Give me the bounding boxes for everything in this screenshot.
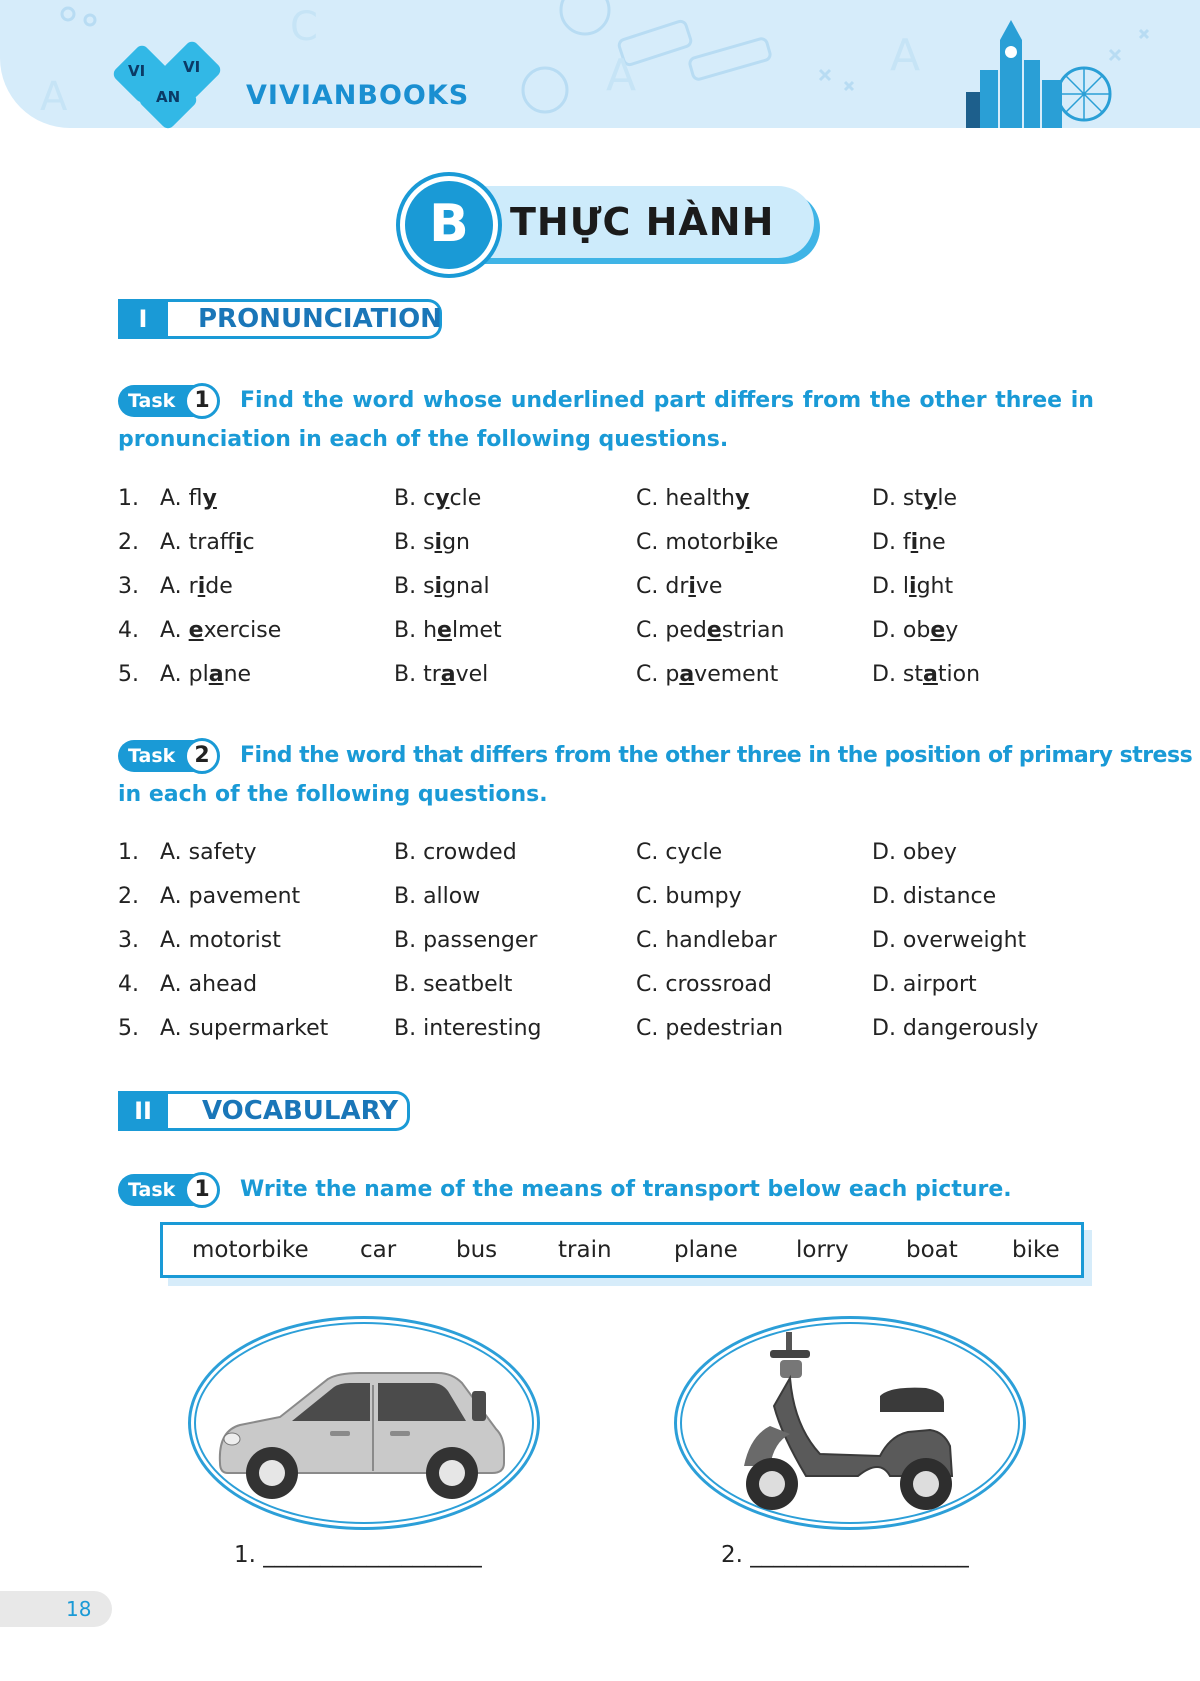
option-text: B. h (394, 618, 438, 643)
answer-option: D. overweight (872, 928, 1027, 953)
option-text: le (937, 486, 958, 511)
option-text: ve (695, 574, 723, 599)
underlined-part: i (434, 530, 443, 555)
underlined-part: i (688, 574, 696, 599)
answer-option (394, 530, 470, 555)
option-text: C. p (636, 662, 680, 687)
answer-option: C. crossroad (636, 972, 772, 997)
option-text: A. (160, 618, 189, 643)
answer-option (636, 618, 784, 643)
task-tag: Task (118, 740, 198, 772)
option-text: D. f (872, 530, 911, 555)
word-bank-item: bike (1012, 1237, 1060, 1263)
underlined-part: e (706, 618, 722, 643)
word-bank-item: train (558, 1237, 612, 1263)
question-number: 3. (118, 928, 139, 953)
option-text: y (945, 618, 959, 643)
option-text: D. st (872, 662, 924, 687)
task-instruction: Write the name of the means of transport below each picture. (240, 1177, 1012, 1202)
task-number: 1 (184, 1172, 220, 1208)
underlined-part: y (923, 486, 938, 511)
answer-option (636, 486, 749, 511)
answer-option (394, 486, 481, 511)
option-text: D. st (872, 486, 924, 511)
instruction-word: the (302, 388, 344, 413)
task-instruction-line1 (240, 381, 1094, 421)
underlined-part: i (910, 530, 919, 555)
option-text: ght (916, 574, 954, 599)
option-text: gn (442, 530, 471, 555)
option-text: A. r (160, 574, 198, 599)
option-text: c (242, 530, 255, 555)
answer-option: A. pavement (160, 884, 301, 909)
brand-name: VIVIANBOOKS (246, 80, 470, 111)
skyline-icon (960, 20, 1120, 128)
option-text: C. motorb (636, 530, 746, 555)
answer-option (160, 530, 255, 555)
vocabulary-number: II (118, 1091, 168, 1131)
answer-option: B. crowded (394, 840, 517, 865)
logo-text-1: VI (128, 62, 146, 80)
svg-text:C: C (290, 4, 318, 50)
question-number: 3. (118, 574, 139, 599)
task-instruction-line2: in each of the following questions. (118, 782, 548, 807)
instruction-word: three (995, 388, 1063, 413)
page-number: 18 (66, 1597, 92, 1621)
task-number: 1 (184, 383, 220, 419)
svg-text:A: A (890, 30, 921, 81)
answer-option: C. pedestrian (636, 1016, 784, 1041)
answer-option: B. passenger (394, 928, 538, 953)
answer-option: A. safety (160, 840, 257, 865)
answer-option: D. dangerously (872, 1016, 1039, 1041)
question-number: 1. (118, 486, 139, 511)
underlined-part: e (437, 618, 452, 643)
underlined-part: i (745, 530, 753, 555)
task-number: 2 (184, 738, 220, 774)
answer-option (872, 662, 980, 687)
question-number: 1. (118, 840, 139, 865)
section-title: THỰC HÀNH (510, 200, 775, 244)
option-text: tion (937, 662, 981, 687)
pronunciation-label: PRONUNCIATION (198, 304, 442, 334)
question-number: 2. (118, 530, 139, 555)
word-bank-item: car (360, 1237, 397, 1263)
instruction-word: word (352, 388, 415, 413)
instruction-word: part (653, 388, 706, 413)
word-bank-item: boat (906, 1237, 958, 1263)
option-text: vement (694, 662, 779, 687)
svg-text:A: A (606, 50, 637, 101)
task-instruction-line1: Find the word that differs from the other three in the position of primary stress (240, 743, 1193, 768)
answer-option (394, 574, 490, 599)
answer-option (160, 574, 233, 599)
task-instruction-line2: pronunciation in each of the following questions. (118, 427, 729, 452)
answer-option: C. handlebar (636, 928, 777, 953)
answer-option: A. supermarket (160, 1016, 329, 1041)
option-text: ke (752, 530, 779, 555)
answer-option (872, 486, 957, 511)
option-text: C. ped (636, 618, 707, 643)
word-bank-item: bus (456, 1237, 498, 1263)
underlined-part: e (188, 618, 204, 643)
answer-option (160, 618, 281, 643)
underlined-part: i (197, 574, 206, 599)
option-text: vel (455, 662, 489, 687)
section-letter: B (429, 194, 469, 254)
logo-text-2: VI (183, 58, 201, 76)
pronunciation-number: I (118, 299, 168, 339)
answer-option (872, 530, 946, 555)
instruction-word: Find (240, 388, 294, 413)
underlined-part: a (923, 662, 938, 687)
instruction-word: other (919, 388, 987, 413)
vocabulary-label: VOCABULARY (202, 1096, 399, 1126)
answer-option: B. seatbelt (394, 972, 513, 997)
underlined-part: a (679, 662, 695, 687)
instruction-word: whose (422, 388, 503, 413)
answer-option: C. cycle (636, 840, 723, 865)
underlined-part: e (930, 618, 946, 643)
instruction-word: underlined (510, 388, 645, 413)
svg-text:A: A (40, 74, 68, 120)
answer-option: C. bumpy (636, 884, 742, 909)
option-text: cle (449, 486, 482, 511)
underlined-part: y (735, 486, 750, 511)
option-text: B. s (394, 530, 435, 555)
logo-text-3: AN (156, 88, 181, 106)
car-picture-icon (210, 1345, 510, 1505)
underlined-part: a (208, 662, 224, 687)
answer-option: A. motorist (160, 928, 281, 953)
answer-option: B. allow (394, 884, 481, 909)
underlined-part: a (440, 662, 456, 687)
underlined-part: i (909, 574, 917, 599)
underlined-part: y (435, 486, 450, 511)
word-bank-item: motorbike (192, 1237, 309, 1263)
question-number: 5. (118, 662, 139, 687)
option-text: ne (223, 662, 252, 687)
task-tag: Task (118, 1174, 198, 1206)
instruction-word: in (1070, 388, 1094, 413)
answer-option (160, 486, 217, 511)
option-text: D. ob (872, 618, 931, 643)
option-text: strian (721, 618, 785, 643)
option-text: de (205, 574, 233, 599)
option-text: B. s (394, 574, 435, 599)
option-text: C. health (636, 486, 735, 511)
instruction-word: the (869, 388, 911, 413)
task-tag: Task (118, 385, 198, 417)
answer-option (636, 662, 778, 687)
question-number: 4. (118, 972, 139, 997)
question-number: 2. (118, 884, 139, 909)
option-text: A. traff (160, 530, 235, 555)
option-text: A. fl (160, 486, 203, 511)
answer-option (394, 662, 488, 687)
answer-option: A. ahead (160, 972, 258, 997)
page-number-tab (0, 1591, 112, 1627)
option-text: xercise (203, 618, 282, 643)
answer-option (636, 530, 778, 555)
answer-option (872, 574, 953, 599)
answer-option: D. obey (872, 840, 957, 865)
answer-option: D. distance (872, 884, 997, 909)
answer-option: B. interesting (394, 1016, 542, 1041)
word-bank-item: plane (674, 1237, 738, 1263)
underlined-part: i (234, 530, 243, 555)
word-bank-item: lorry (796, 1237, 849, 1263)
answer-option (636, 574, 722, 599)
option-text: gnal (442, 574, 490, 599)
option-text: D. l (872, 574, 910, 599)
option-text: B. c (394, 486, 436, 511)
answer-option (872, 618, 958, 643)
answer-option: D. airport (872, 972, 977, 997)
question-number: 5. (118, 1016, 139, 1041)
answer-line-1: 1. ___________________ (234, 1542, 482, 1568)
question-number: 4. (118, 618, 139, 643)
option-text: C. dr (636, 574, 689, 599)
instruction-word: differs (714, 388, 795, 413)
logo (112, 44, 222, 124)
answer-option (160, 662, 251, 687)
option-text: A. pl (160, 662, 209, 687)
option-text: B. tr (394, 662, 441, 687)
underlined-part: i (434, 574, 443, 599)
instruction-word: from (802, 388, 862, 413)
option-text: lmet (451, 618, 502, 643)
option-text: ne (918, 530, 946, 555)
scooter-picture-icon (730, 1326, 970, 1516)
answer-line-2: 2. ___________________ (721, 1542, 969, 1568)
answer-option (394, 618, 502, 643)
underlined-part: y (202, 486, 217, 511)
